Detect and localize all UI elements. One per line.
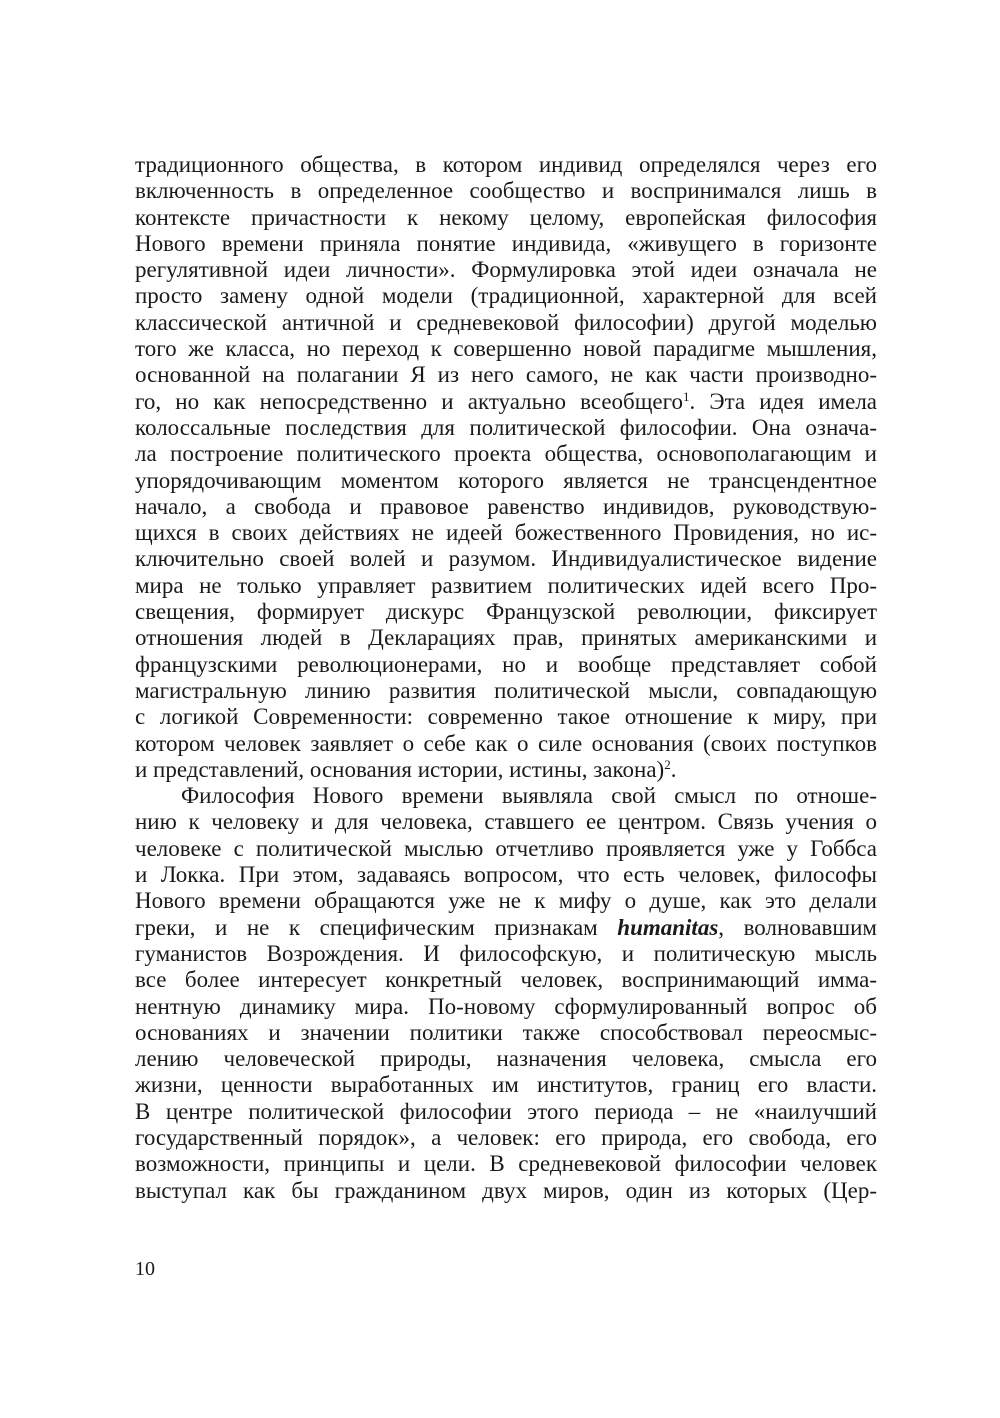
- text-line: Нового времени приняла понятие индивида, «живущего в горизонте: [135, 230, 877, 256]
- text-line: В центре политической философии этого периода – не «наилучший: [135, 1098, 877, 1124]
- text-line: ла построение политического проекта общества, основополагающим и: [135, 441, 877, 467]
- page-number: 10: [135, 1258, 155, 1280]
- text-line: традиционного общества, в котором индивид определялся через его: [135, 152, 877, 177]
- text-line: и Локка. При этом, задаваясь вопросом, что есть человек, философы: [135, 862, 877, 888]
- text-line: основанной на полагании Я из него самого, не как части производно-: [135, 362, 877, 388]
- text-segment: го, но как непосредственно и актуально всеобщего: [135, 388, 684, 414]
- text-line: магистральную линию развития политической мысли, совпадающую: [135, 677, 877, 703]
- text-segment: , волновавшим: [718, 914, 877, 940]
- footnote-mark: 2: [664, 756, 671, 772]
- text-line: гуманистов Возрождения. И философскую, и политическую мысль: [135, 940, 877, 966]
- text-line: с логикой Современности: современно такое отношение к миру, при: [135, 704, 877, 730]
- text-line: того же класса, но переход к совершенно новой парадигме мышления,: [135, 336, 877, 362]
- text-line: возможности, принципы и цели. В средневековой философии человек: [135, 1151, 877, 1177]
- text-line: мира не только управляет развитием политических идей всего Про-: [135, 572, 877, 598]
- text-line: [135, 915, 877, 941]
- text-line: нентную динамику мира. По-новому сформулированный вопрос об: [135, 993, 877, 1019]
- text-segment: и представлений, основания истории, истины, закона): [135, 756, 665, 782]
- text-line: основаниях и значении политики также способствовал переосмыс-: [135, 1019, 877, 1045]
- footnote-mark: 1: [683, 388, 690, 404]
- text-line: нию к человеку и для человека, ставшего ее центром. Связь учения о: [135, 809, 877, 835]
- text-line: выступал как бы гражданином двух миров, один из которых (Цер-: [135, 1177, 877, 1203]
- text-line: все более интересует конкретный человек, воспринимающий имма-: [135, 967, 877, 993]
- text-line: контексте причастности к некому целому, европейская философия: [135, 204, 877, 230]
- text-line: щихся в своих действиях не идеей божественного Провидения, но ис-: [135, 520, 877, 546]
- text-line: ключительно своей волей и разумом. Индивидуалистическое видение: [135, 546, 877, 572]
- text-line: жизни, ценности выработанных им институтов, границ его власти.: [135, 1072, 877, 1098]
- text-line: Нового времени обращаются уже не к мифу о душе, как это делали: [135, 888, 877, 914]
- text-line: отношения людей в Декларациях прав, принятых американскими и: [135, 625, 877, 651]
- text-line: упорядочивающим моментом которого является не трансцендентное: [135, 467, 877, 493]
- text-line: свещения, формирует дискурс Французской революции, фиксирует: [135, 599, 877, 625]
- body-text: [135, 152, 877, 1204]
- text-segment: .: [670, 756, 677, 782]
- text-line: [135, 757, 877, 783]
- text-line: начало, а свобода и правовое равенство индивидов, руководствую-: [135, 493, 877, 519]
- text-line: регулятивной идеи личности». Формулировка этой идеи означала не: [135, 257, 877, 283]
- text-line: классической античной и средневековой философии) другой моделью: [135, 309, 877, 335]
- text-line: Философия Нового времени выявляла свой смысл по отноше-: [181, 783, 877, 809]
- text-line: просто замену одной модели (традиционной, характерной для всей: [135, 283, 877, 309]
- text-line: колоссальные последствия для политической философии. Она означа-: [135, 414, 877, 440]
- text-line: французскими революционерами, но и вообще представляет собой: [135, 651, 877, 677]
- text-line: котором человек заявляет о себе как о силе основания (своих поступков: [135, 730, 877, 756]
- text-line: человеке с политической мыслью отчетливо проявляется уже у Гоббса: [135, 835, 877, 861]
- text-segment: . Эта идея имела: [689, 388, 878, 414]
- text-line: включенность в определенное сообщество и воспринимался лишь в: [135, 178, 877, 204]
- emphasized-term: humanitas: [617, 914, 719, 940]
- text-line: лению человеческой природы, назначения человека, смысла его: [135, 1046, 877, 1072]
- text-segment: греки, и не к специфическим признакам: [135, 914, 618, 940]
- text-line: [135, 389, 877, 415]
- text-line: государственный порядок», а человек: его природа, его свобода, его: [135, 1124, 877, 1150]
